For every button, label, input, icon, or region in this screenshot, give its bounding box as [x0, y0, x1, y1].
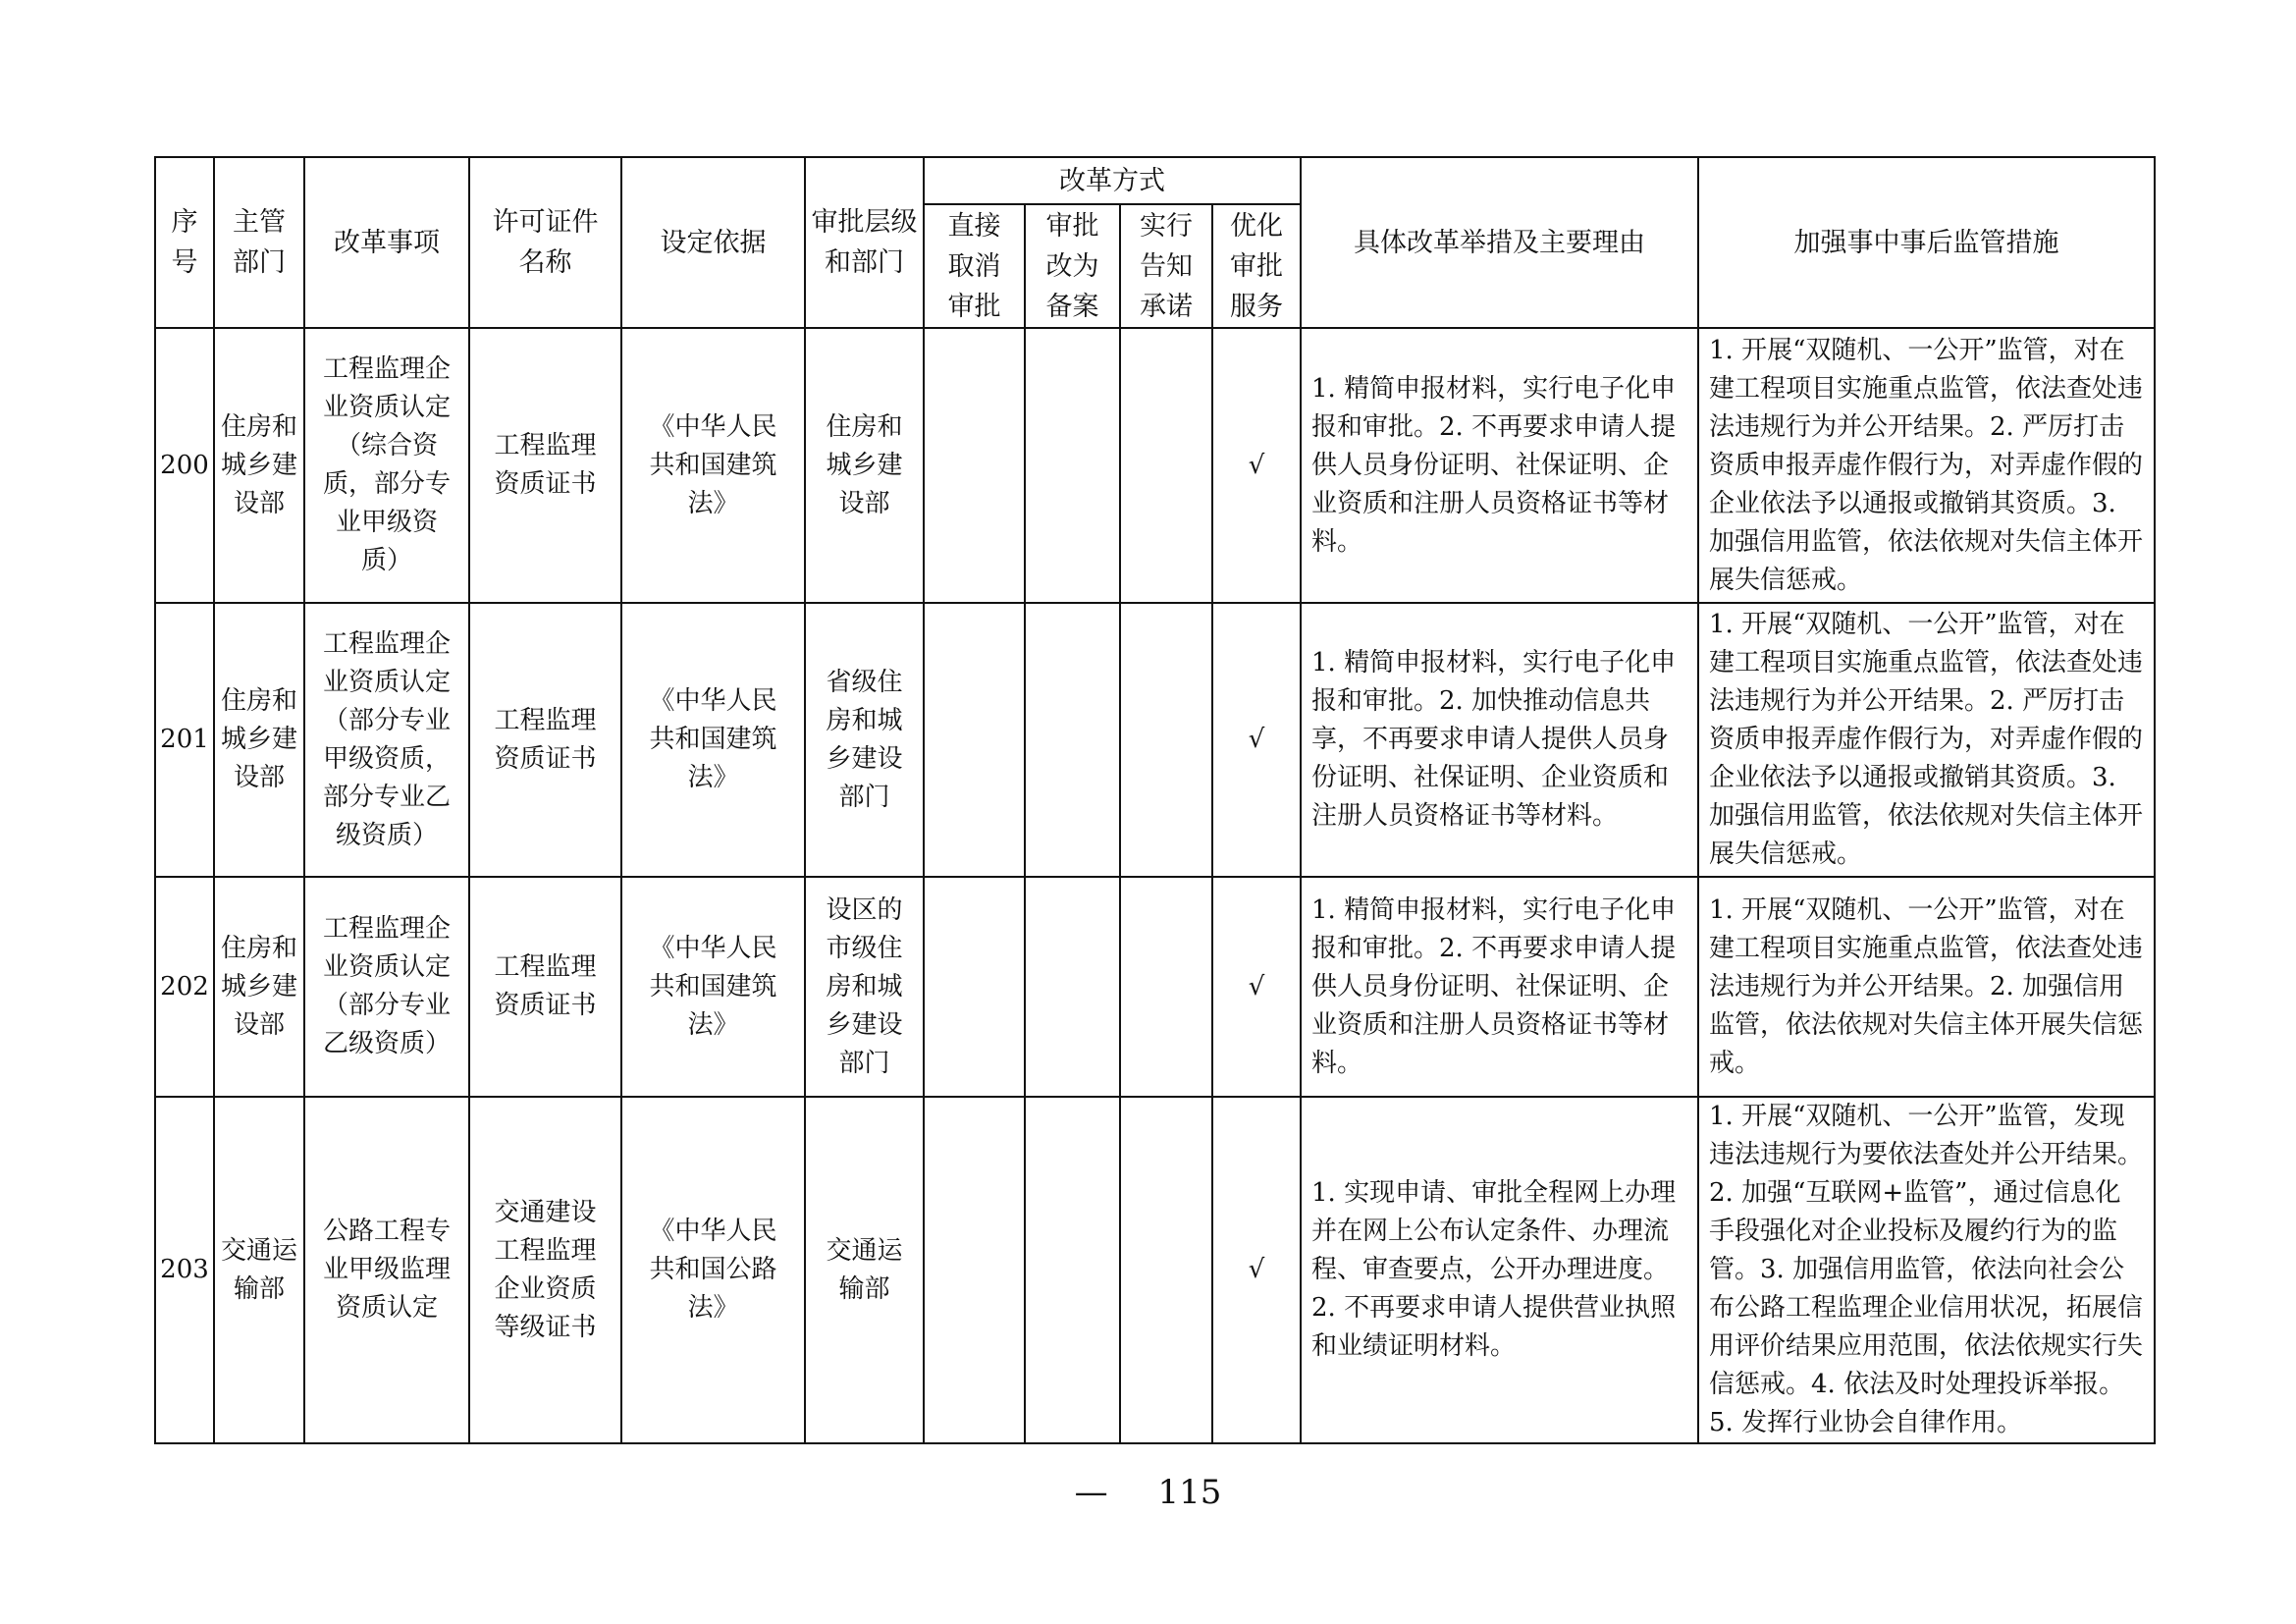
header-supervision: 加强事中事后监管措施 — [1698, 157, 2155, 328]
table-row — [155, 603, 2155, 877]
row-level: 交通运输部 — [805, 1097, 924, 1443]
row-method-commitment — [1120, 877, 1212, 1097]
row-item: 工程监理企业资质认定（部分专业乙级资质） — [304, 877, 469, 1097]
row-license: 工程监理资质证书 — [469, 603, 621, 877]
header-license: 许可证件名称 — [469, 157, 621, 328]
row-dept: 住房和城乡建设部 — [214, 603, 304, 877]
header-method-filing: 审批改为备案 — [1025, 204, 1120, 328]
row-seq: 202 — [155, 877, 214, 1097]
row-license: 工程监理资质证书 — [469, 328, 621, 603]
row-seq: 201 — [155, 603, 214, 877]
table-row — [155, 328, 2155, 603]
row-item: 工程监理企业资质认定（部分专业甲级资质，部分专业乙级资质） — [304, 603, 469, 877]
header-seq: 序号 — [155, 157, 214, 328]
row-item: 工程监理企业资质认定（综合资质，部分专业甲级资质） — [304, 328, 469, 603]
row-level: 设区的市级住房和城乡建设部门 — [805, 877, 924, 1097]
row-measures: 1. 精简申报材料，实行电子化申报和审批。2. 不再要求申请人提供人员身份证明、社保证明、企业资质和注册人员资格证书等材料。 — [1301, 328, 1698, 603]
row-supervision: 1. 开展“双随机、一公开”监管，对在建工程项目实施重点监管，依法查处违法违规行为并公开结果。2. 严厉打击资质申报弄虚作假行为，对弄虚作假的企业依法予以通报或撤销其资质。3. 加强信用监管，依法依规对失信主体开展失信惩戒。 — [1698, 603, 2155, 877]
row-method-commitment — [1120, 1097, 1212, 1443]
row-seq: 203 — [155, 1097, 214, 1443]
header-item: 改革事项 — [304, 157, 469, 328]
row-license: 交通建设工程监理企业资质等级证书 — [469, 1097, 621, 1443]
row-method-filing — [1025, 1097, 1120, 1443]
header-method-optimize: 优化审批服务 — [1212, 204, 1301, 328]
header-basis: 设定依据 — [621, 157, 805, 328]
row-measures: 1. 精简申报材料，实行电子化申报和审批。2. 不再要求申请人提供人员身份证明、社保证明、企业资质和注册人员资格证书等材料。 — [1301, 877, 1698, 1097]
row-dept: 住房和城乡建设部 — [214, 877, 304, 1097]
row-method-filing — [1025, 328, 1120, 603]
row-measures: 1. 精简申报材料，实行电子化申报和审批。2. 加快推动信息共享，不再要求申请人提供人员身份证明、社保证明、企业资质和注册人员资格证书等材料。 — [1301, 603, 1698, 877]
row-seq: 200 — [155, 328, 214, 603]
header-method-group: 改革方式 — [924, 157, 1301, 204]
row-method-filing — [1025, 877, 1120, 1097]
row-method-commitment — [1120, 328, 1212, 603]
reform-table — [154, 156, 2156, 1444]
table-row — [155, 1097, 2155, 1443]
row-level: 省级住房和城乡建设部门 — [805, 603, 924, 877]
row-basis: 《中华人民共和国建筑法》 — [621, 328, 805, 603]
header-dept: 主管部门 — [214, 157, 304, 328]
page-footer — [0, 1471, 2296, 1514]
row-method-commitment — [1120, 603, 1212, 877]
row-supervision: 1. 开展“双随机、一公开”监管，对在建工程项目实施重点监管，依法查处违法违规行为并公开结果。2. 加强信用监管，依法依规对失信主体开展失信惩戒。 — [1698, 877, 2155, 1097]
row-dept: 住房和城乡建设部 — [214, 328, 304, 603]
row-supervision: 1. 开展“双随机、一公开”监管，对在建工程项目实施重点监管，依法查处违法违规行为并公开结果。2. 严厉打击资质申报弄虚作假行为，对弄虚作假的企业依法予以通报或撤销其资质。3. 加强信用监管，依法依规对失信主体开展失信惩戒。 — [1698, 328, 2155, 603]
row-method-cancel — [924, 603, 1025, 877]
header-level: 审批层级和部门 — [805, 157, 924, 328]
row-basis: 《中华人民共和国建筑法》 — [621, 603, 805, 877]
row-item: 公路工程专业甲级监理资质认定 — [304, 1097, 469, 1443]
row-method-optimize-check: √ — [1212, 877, 1301, 1097]
row-method-filing — [1025, 603, 1120, 877]
row-basis: 《中华人民共和国建筑法》 — [621, 877, 805, 1097]
row-license: 工程监理资质证书 — [469, 877, 621, 1097]
row-level: 住房和城乡建设部 — [805, 328, 924, 603]
row-dept: 交通运输部 — [214, 1097, 304, 1443]
row-supervision: 1. 开展“双随机、一公开”监管，发现违法违规行为要依法查处并公开结果。2. 加强“互联网+监管”，通过信息化手段强化对企业投标及履约行为的监管。3. 加强信用监管，依法向社会公布公路工程监理企业信用状况，拓展信用评价结果应用范围，依法依规实行失信惩戒。4. 依法及时处理投诉举报。5. 发挥行业协会自律作用。 — [1698, 1097, 2155, 1443]
header-method-cancel: 直接取消审批 — [924, 204, 1025, 328]
row-method-optimize-check: √ — [1212, 1097, 1301, 1443]
row-measures: 1. 实现申请、审批全程网上办理并在网上公布认定条件、办理流程、审查要点，公开办理进度。2. 不再要求申请人提供营业执照和业绩证明材料。 — [1301, 1097, 1698, 1443]
header-measures: 具体改革举措及主要理由 — [1301, 157, 1698, 328]
row-basis: 《中华人民共和国公路法》 — [621, 1097, 805, 1443]
header-method-commitment: 实行告知承诺 — [1120, 204, 1212, 328]
page-number: 115 — [1157, 1473, 1222, 1512]
row-method-optimize-check: √ — [1212, 603, 1301, 877]
row-method-cancel — [924, 1097, 1025, 1443]
row-method-cancel — [924, 877, 1025, 1097]
row-method-cancel — [924, 328, 1025, 603]
row-method-optimize-check: √ — [1212, 328, 1301, 603]
footer-dash: — — [1074, 1473, 1108, 1512]
table-row — [155, 877, 2155, 1097]
